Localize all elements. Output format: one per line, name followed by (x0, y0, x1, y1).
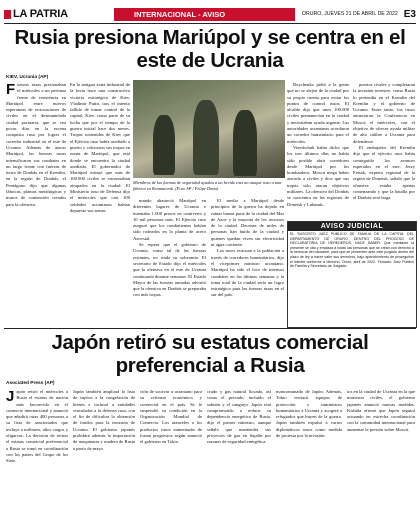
paragraph: Los rusos evacuan a la población a través de corredores humanitarios, dijo el viceprimer ministro ucraniano. Mariúpol ha sido el foco de intensos combates en las últimas semanas y la toma total de la ciudad sería un logro estratégico para las fuerzas rusas en el sur del país. (211, 248, 284, 298)
paragraph: Vereshchuk había dicho que los tres últimos días no había sido posible abrir corredores desde Mariúpol por los bombardeos. Moscú niega haber atacado a civiles y dice que sus tropas solo atacan objetivos militares. La ofensiva del Donbás se concentra en las regiones de Donetsk y Luhansk. (287, 144, 349, 207)
photo-caption: Miembros de las fuerzas de seguridad ayudan a un herido tras un ataque ruso a una fábrica en Kramatorsk. (Foto AP / Felipe Dana) (133, 180, 282, 191)
paragraph: Se espera que el gobierno de Ucrania, como tal de las fuerzas restantes, no rinda su soberanía. El secretario de Estado dijo el miércoles que la ofensiva en el este de Ucrania continuaría durante semanas. El Estado Mayor de las fuerzas armadas advirtió que la ofensiva en Donbás se preparaba con más tropas. (133, 242, 206, 298)
dropcap: F (6, 82, 16, 98)
issue-date: ORURO, JUEVES 21 DE ABRIL DE 2022 (301, 11, 398, 17)
article2-col5: mancomunado de Japón. Además, Tokio enviará equipos de protección y suministros humanitarios a Ucrania y acogerá a refugiados que huyen de la guerra. Japón también expulsó a varios diplomáticos rusos como medida de protesta por la invasión. (276, 389, 342, 439)
article2-col2: Japón también ampliará la lista de sujetos a la congelación de bienes e incluirá a entidades vinculadas a la defensa rusa, con el fin de dificultar la obtención de fondos para la invasión de Ucrania. El gobierno japonés prohibirá además la importación de maquinaria y madera de Rusia a partir de mayo. (73, 389, 135, 451)
news-photo (133, 80, 285, 178)
article1-col1 (6, 82, 66, 325)
legal-notice-body: EL SUSCRITO JUEZ PÚBLICO DE FAMILIA DE LA CAPITAL DEL DEPARTAMENTO DE ORURO, DENTRO DEL PROCESO DE DECLARATORIA DE HEREDEROS, HACE SABER: Que mediante la presente se cita y emplaza a todas las personas que se crean con derecho a la herencia del causante, para que se presenten ante este juzgado dentro del plazo de ley a hacer valer sus derechos, bajo apercibimiento de proseguirse el trámite conforme a derecho. Oruro, abril de 2022. Firmado: Juez Público de Familia y Secretario de Juzgado. (290, 232, 414, 269)
page-number: E3 (403, 8, 416, 20)
logo-text: LA PATRIA (13, 8, 68, 20)
paragraph: El embajador del Kremlin dijo que el ejército ruso había conseguido los avances esperados en el este. Jerzy Fatsak, experto regional de la región de Donetsk, señaló que la ofensiva estaba apenas comenzando y que la batalla por el Donbás será larga. (353, 144, 415, 201)
article2-col3: ción de socavar a ucraniano para su reforma económica y comercial en el país. Se le suspendió su condición en la Organización Mundial de Comercio. Los aranceles a los productos rusos aumentarán de forma progresiva según anunció el gobierno en Tokio. (140, 389, 202, 445)
newspaper-logo (4, 8, 114, 20)
article2-headline: Japón retiró su estatus comercial preferencial a Rusia (51, 331, 369, 377)
photo-figure (233, 110, 257, 176)
article2-col4: crudo y gas natural licuado, así como el pescado, incluido el salmón y el cangrejo. Japón está comprometido a reducir su dependencia energética de Rusia, dijo el primer ministro, aunque señaló que mantendrá sus proyectos de gas en Sajalín por razones de seguridad energética. (207, 389, 271, 445)
paragraph: mando abasteció Mariúpol en diferentes lugares de Ucrania e intentaba 1.000 presos en cautiverio y 10 mil personas más. El Ejército ruso aseguró que los combatientes habían sido rodeados en la planta de acero Azovstal. (133, 198, 206, 241)
page-header (4, 6, 416, 22)
article1-col4 (211, 198, 284, 325)
article2-col6: tos en la ciudad de Ucrania en la que murieron civiles, el gobierno japonés anunció nuevas medidas. Kishida afirmó que Japón seguirá actuando en estrecha coordinación con la comunidad internacional para aumentar la presión sobre Moscú. (347, 389, 415, 432)
article2-col1 (6, 389, 68, 509)
article1-col2: En la antigua zona industrial de la luvia hace una constructiva victoria estratégica de Kiev, Vladimir Putin, tras el intento fallido de tomar control de la capital, Kiev, como parte de su lucha que por el tiempo de la guerra inicial hace dos meses. Tropas sostenidas de Kiev que el Ejército ruso había asediado a puerto y colocaron sus tropas en zonas de Mariúpol, que está donde se encuentra la ciudad asediada. El gobernador de Mariúpol estimó que más de 100.000 civiles se encontraban atrapados en la ciudad. El Ministerio ruso de Defensa dijo el miércoles que casi 100 soldados ucranianos habían depuesto sus armas. (70, 82, 130, 213)
section-label: INTERNACIONAL - AVISO (114, 8, 295, 21)
article1-byline: KIEV, Ucrania (AP) (6, 75, 49, 80)
photo-figure (193, 100, 219, 175)
paragraph: puertos rivales y completaran la invasión terrestre, como Rusia lo pretendía en el Kremlin del Kremlin y el gobierno de Ucrania. Entre tanto, los rusos anunciaron la Conferencia en Moscú el miércoles, con el objetivo de ofrecer ayuda militar de alto calibre a Ucrania para defenderse. (353, 82, 415, 144)
article1-col6 (353, 82, 415, 220)
photo-figure (153, 115, 175, 175)
logo-mark-icon (4, 10, 11, 19)
paragraph: El medio a Mariúpol desde principios de la guerra ha dejado en ruinas buena parte de la ciudad del Mar de Azov y la mayoría de los recursos de la ciudad. Decenas de miles de personas han huido de la ciudad y quienes quedan viven sin electricidad ni agua corriente. (211, 198, 284, 248)
article1-col5 (287, 82, 349, 220)
article1-headline: Rusia presiona Mariúpol y se centra en el este de Ucrania (14, 26, 406, 72)
article2-byline: Asociated Press (AP) (6, 381, 55, 386)
article2-col1-text: apón retiró el miércoles a Rusia el estatus de nación más favorecida en el comercio internacional y anunció que añadirá otras 400 personas a su lista de sancionados que incluye a militares, altos cargos y oligarcas. La decisión de retirar el estatus comercial preferencial a Rusia se tomó en coordinación con los países del Grupo de los Siete. (6, 389, 68, 464)
legal-notice-title: AVISO JUDICIAL (288, 222, 416, 231)
paragraph: Boychenko pidió a la gente que no se alejen de la ciudad por su propia cuenta para evitar los puntos de control rusos. El alcalde dijo que unos 100.000 civiles permanecían en la ciudad y necesitaban ayuda urgente. Las autoridades ucranianas acordaron un corredor humanitario para el miércoles. (287, 82, 349, 144)
article1-col3 (133, 198, 206, 325)
section-divider (4, 328, 416, 329)
header-rule (4, 23, 416, 24)
article1-col1-text: uerzas rusas presionaban el miércoles a un pertinaz frente de resistencia en Mariúpol entre nuevos esperanzas de evacuaciones de civiles en el desmantelada ciudad portuaria, que se vea pocas días en la escena conquista rusa por lograr el corredor industrial en el este de Ucrania. Además de atacar Mariúpol, las fuerzas rusas intensificaron sus combates en un largo frente con fuerzas de tierra de Donbás en el Kremlin, en la región de Donbás, el Pentágono dijo que algunas fábricas, plantas metalúrgicas y muros de contención creados para la ofensiva. (6, 82, 66, 207)
dropcap: J (6, 389, 15, 405)
legal-notice-box (287, 221, 417, 328)
